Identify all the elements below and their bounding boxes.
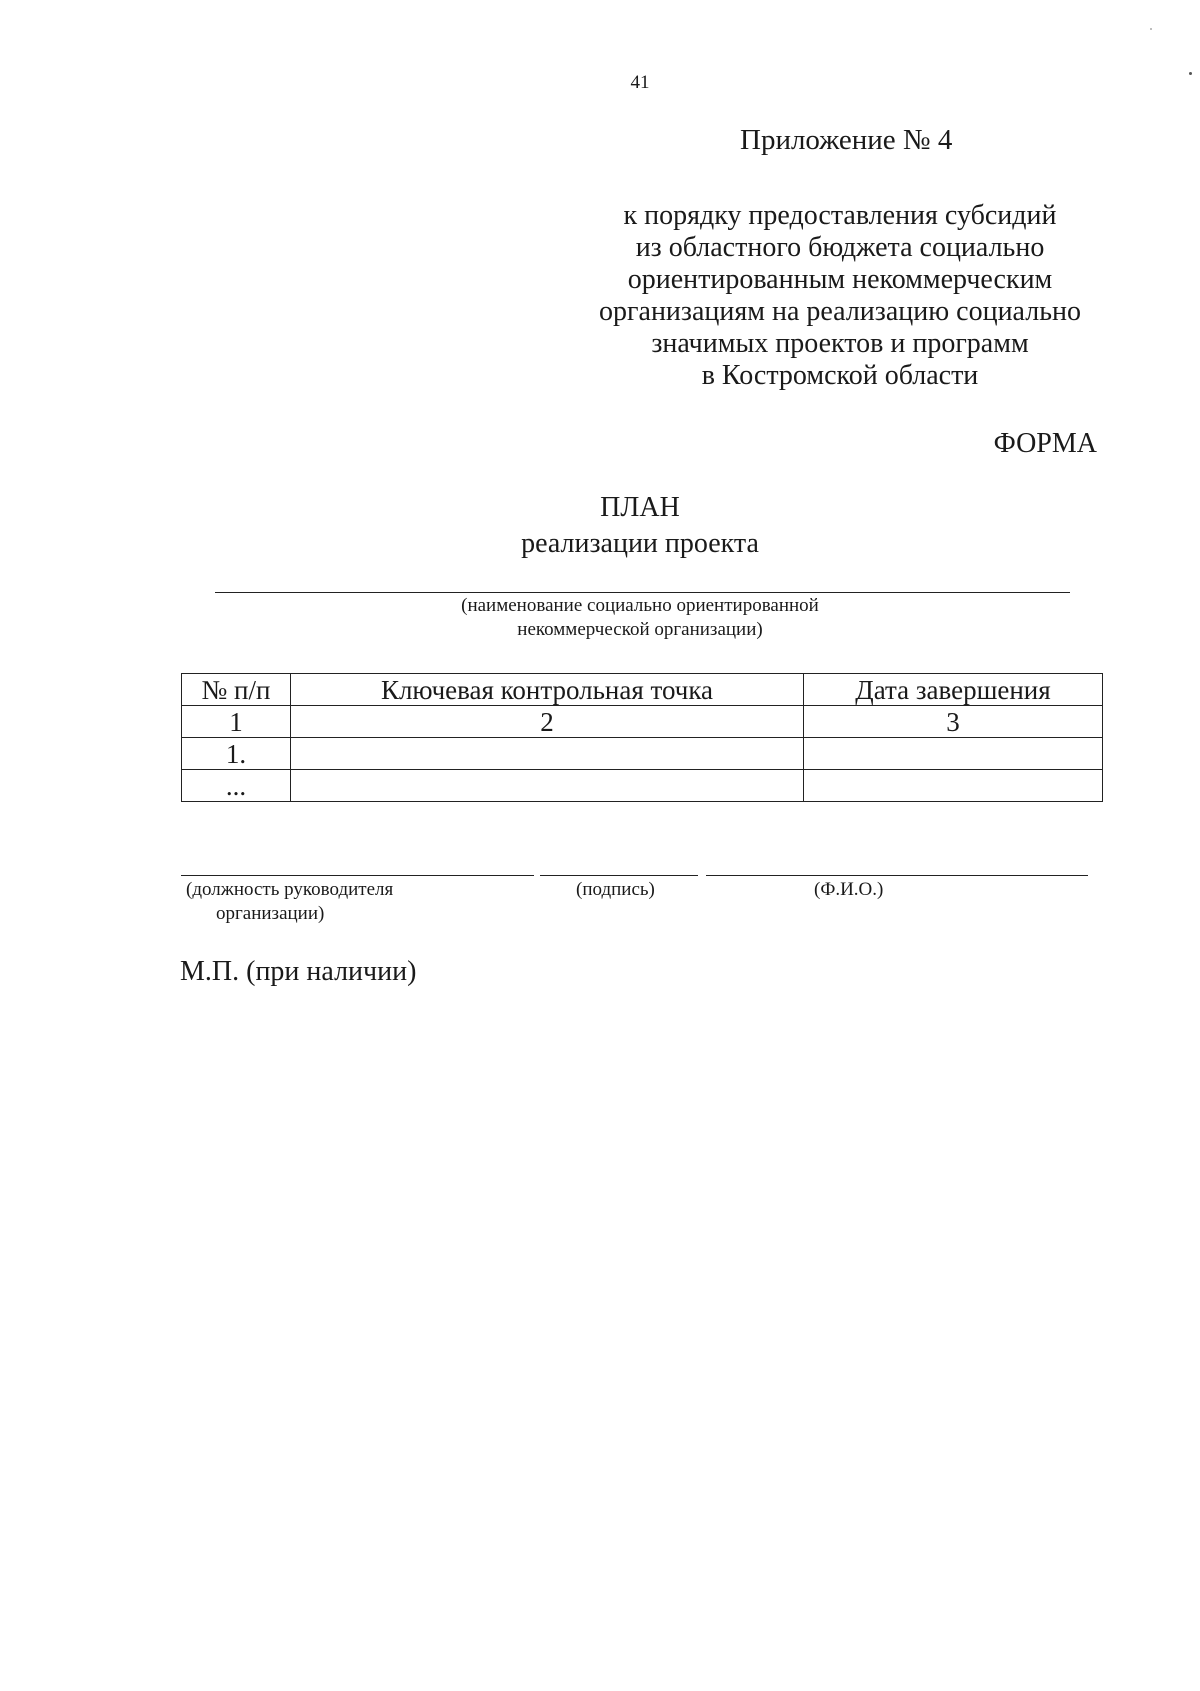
stamp-placeholder: М.П. (при наличии)	[180, 956, 417, 987]
scan-speck	[1189, 72, 1192, 75]
table-cell: 3	[804, 706, 1103, 738]
plan-title: ПЛАН	[600, 492, 680, 523]
position-caption	[186, 878, 393, 926]
table-row	[182, 706, 1103, 738]
table-cell	[804, 738, 1103, 770]
organization-caption-line: некоммерческой организации)	[517, 619, 763, 640]
appendix-description-line: из областного бюджета социально	[635, 232, 1045, 263]
organization-caption-line: (наименование социально ориентированной	[461, 595, 819, 616]
page-number: 41	[630, 72, 650, 93]
table-row	[182, 738, 1103, 770]
table-cell: 1.	[182, 738, 291, 770]
signature-line	[540, 875, 698, 876]
appendix-description-line: организациям на реализацию социально	[599, 296, 1081, 327]
position-caption-line: (должность руководителя	[186, 879, 394, 900]
header-checkpoint: Ключевая контрольная точка	[291, 674, 804, 706]
form-label: ФОРМА	[993, 428, 1097, 459]
table-cell: 1	[182, 706, 291, 738]
table-cell: 2	[291, 706, 804, 738]
name-caption: (Ф.И.О.)	[814, 879, 884, 900]
table-cell	[804, 770, 1103, 802]
appendix-description-line: ориентированным некоммерческим	[627, 264, 1053, 295]
appendix-description-line: значимых проектов и программ	[651, 328, 1029, 359]
scan-speck	[1150, 28, 1152, 30]
name-signature-line	[706, 875, 1088, 876]
organization-caption	[430, 594, 850, 642]
table-cell	[291, 770, 804, 802]
appendix-description-line: к порядку предоставления субсидий	[623, 200, 1057, 231]
position-caption-line: организации)	[216, 903, 325, 924]
header-completion-date: Дата завершения	[804, 674, 1103, 706]
plan-subtitle: реализации проекта	[521, 528, 759, 559]
plan-table	[181, 673, 1103, 802]
table-row	[182, 770, 1103, 802]
table-cell: ...	[182, 770, 291, 802]
appendix-description	[560, 200, 1120, 392]
header-number: № п/п	[182, 674, 291, 706]
organization-name-line	[215, 592, 1070, 593]
table-cell	[291, 738, 804, 770]
appendix-description-line: в Костромской области	[701, 360, 979, 391]
position-signature-line	[181, 875, 534, 876]
appendix-title: Приложение № 4	[740, 124, 953, 156]
signature-caption: (подпись)	[576, 879, 655, 900]
table-header-row	[182, 674, 1103, 706]
